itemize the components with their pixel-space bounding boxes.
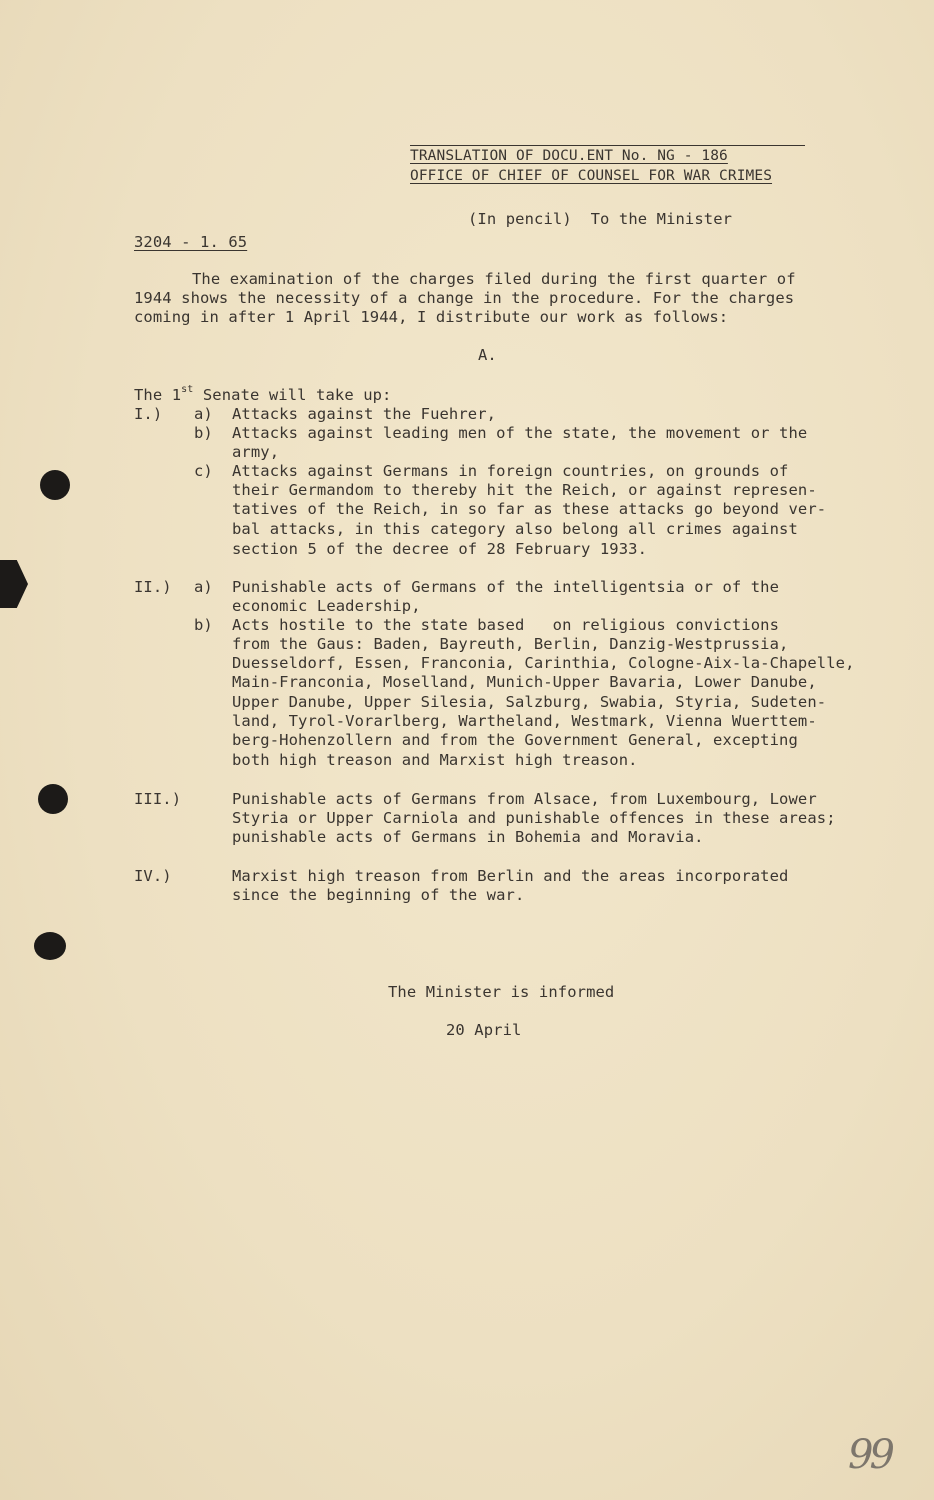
punch-hole	[40, 470, 70, 500]
item-text: tatives of the Reich, in so far as these attacks go beyond ver-	[232, 500, 827, 518]
item-text: berg-Hohenzollern and from the Government General, excepting	[232, 731, 798, 749]
item-text: Marxist high treason from Berlin and the areas incorporated	[232, 867, 789, 885]
subitem-label: a)	[194, 578, 213, 596]
intro-line: coming in after 1 April 1944, I distribute our work as follows:	[134, 308, 729, 326]
item-text: their Germandom to thereby hit the Reich, or against represen-	[232, 481, 817, 499]
subitem-label: a)	[194, 405, 213, 423]
footer-informed: The Minister is informed	[388, 983, 615, 1001]
item-text: Duesseldorf, Essen, Franconia, Carinthia, Cologne-Aix-la-Chapelle,	[232, 654, 855, 672]
intro-line: The examination of the charges filed during the first quarter of	[192, 270, 796, 288]
intro-line: 1944 shows the necessity of a change in the procedure. For the charges	[134, 289, 795, 307]
subitem-label: c)	[194, 462, 213, 480]
item-label: IV.)	[134, 867, 172, 885]
header-line-2: OFFICE OF CHIEF OF COUNSEL FOR WAR CRIMES	[410, 168, 773, 184]
section-letter: A.	[478, 346, 497, 364]
pencil-note: (In pencil) To the Minister	[468, 210, 733, 228]
item-text: Main-Franconia, Moselland, Munich-Upper Bavaria, Lower Danube,	[232, 673, 817, 691]
item-text: punishable acts of Germans in Bohemia and Moravia.	[232, 828, 704, 846]
item-text: Punishable acts of Germans from Alsace, from Luxembourg, Lower	[232, 790, 817, 808]
item-label: I.)	[134, 405, 163, 423]
header-rule-top	[410, 145, 805, 146]
item-text: Punishable acts of Germans of the intelligentsia or of the	[232, 578, 780, 596]
item-label: III.)	[134, 790, 182, 808]
item-text: army,	[232, 443, 280, 461]
header-line-1: TRANSLATION OF DOCU.ENT No. NG - 186	[410, 148, 728, 164]
punch-hole	[34, 932, 66, 960]
punch-hole	[38, 784, 68, 814]
senate-suffix: Senate will take up:	[193, 386, 392, 404]
senate-prefix: The 1	[134, 386, 182, 404]
binder-clip	[0, 560, 28, 608]
subitem-label: b)	[194, 424, 213, 442]
footer-date: 20 April	[446, 1021, 522, 1039]
item-text: Attacks against leading men of the state, the movement or the	[232, 424, 808, 442]
item-text: Upper Danube, Upper Silesia, Salzburg, Swabia, Styria, Sudeten-	[232, 693, 827, 711]
file-number: 3204 - 1. 65	[134, 233, 248, 251]
item-text: since the beginning of the war.	[232, 886, 525, 904]
item-text: Acts hostile to the state based on religious convictions	[232, 616, 780, 634]
item-text: Attacks against Germans in foreign countries, on grounds of	[232, 462, 789, 480]
senate-sup: st	[181, 383, 194, 395]
item-text: from the Gaus: Baden, Bayreuth, Berlin, Danzig-Westprussia,	[232, 635, 789, 653]
item-text: section 5 of the decree of 28 February 1933.	[232, 540, 647, 558]
handwritten-page-number: 99	[848, 1432, 891, 1478]
item-text: economic Leadership,	[232, 597, 421, 615]
item-text: land, Tyrol-Vorarlberg, Wartheland, Westmark, Vienna Wuerttem-	[232, 712, 817, 730]
subitem-label: b)	[194, 616, 213, 634]
item-text: Attacks against the Fuehrer,	[232, 405, 497, 423]
item-label: II.)	[134, 578, 172, 596]
item-text: bal attacks, in this category also belong all crimes against	[232, 520, 798, 538]
senate-heading	[134, 383, 392, 406]
item-text: Styria or Upper Carniola and punishable offences in these areas;	[232, 809, 836, 827]
item-text: both high treason and Marxist high treason.	[232, 751, 638, 769]
